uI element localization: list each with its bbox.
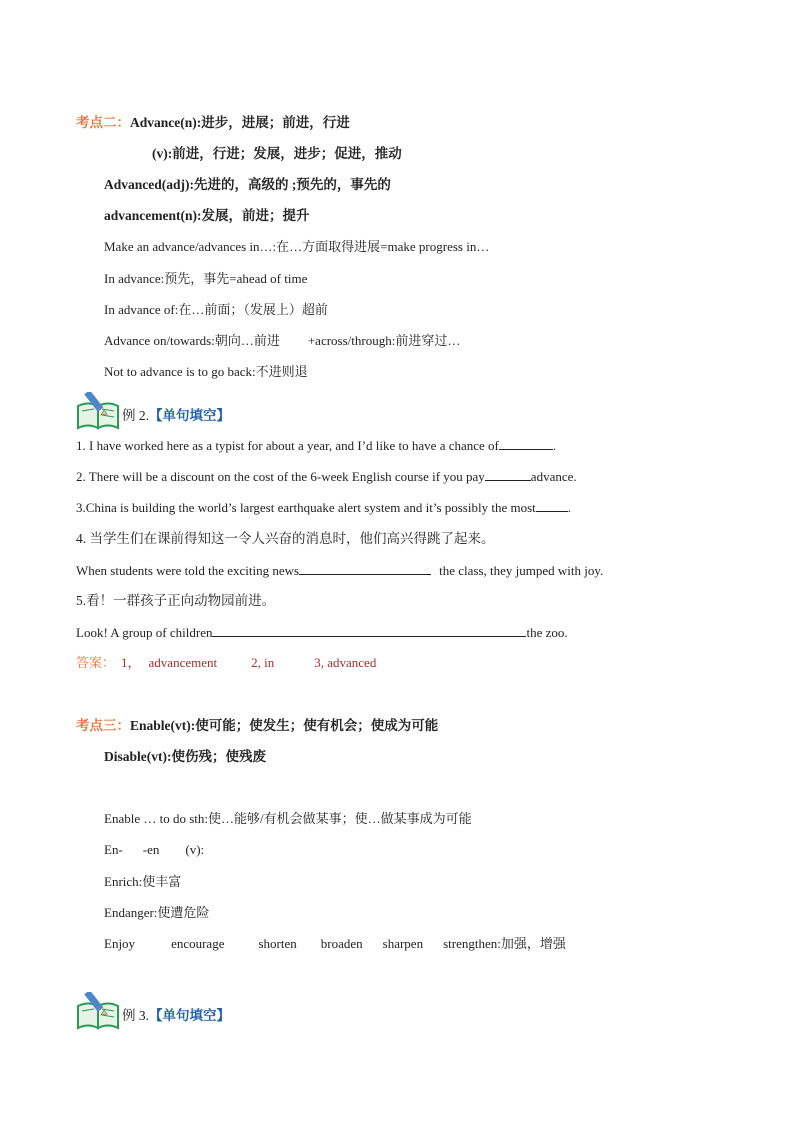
answer-blank-3[interactable] bbox=[536, 498, 568, 512]
example2-tag: 【单句填空】 bbox=[149, 408, 230, 423]
answer-blank-5[interactable] bbox=[212, 623, 526, 637]
word-encourage: encourage bbox=[171, 936, 225, 951]
example3-number: 例 3. bbox=[122, 1008, 149, 1023]
section3-heading bbox=[76, 717, 438, 735]
en-verb: (v): bbox=[185, 842, 205, 857]
question-1 bbox=[76, 436, 556, 455]
phrase-advance-on-text: Advance on/towards:朝向…前进 bbox=[104, 333, 280, 348]
enrich: Enrich:使丰富 bbox=[104, 874, 182, 889]
phrase-make-advance: Make an advance/advances in…:在…方面取得进展=make progress in… bbox=[104, 239, 490, 254]
question-1-end: . bbox=[552, 438, 557, 453]
phrase-not-advance: Not to advance is to go back:不进则退 bbox=[104, 364, 308, 379]
enable-phrase: Enable … to do sth:使…能够/有机会做某事；使…做某事成为可能 bbox=[104, 811, 472, 826]
answer-blank-1[interactable] bbox=[499, 436, 553, 450]
example2-header bbox=[76, 392, 230, 430]
en-prefix: En- bbox=[104, 842, 123, 857]
section2-title: Advance(n):进步，进展；前进，行进 bbox=[130, 115, 350, 130]
question-2-text: 2. There will be a discount on the cost of the 6-week English course if you pay bbox=[76, 469, 485, 484]
section2-adj: Advanced(adj):先进的，高级的 ;预先的，事先的 bbox=[104, 177, 391, 192]
example3-label bbox=[122, 1004, 230, 1024]
word-strengthen: strengthen:加强，增强 bbox=[443, 936, 566, 951]
question-4-text: When students were told the exciting news bbox=[76, 563, 300, 578]
answer-blank-4[interactable] bbox=[299, 561, 431, 575]
phrase-in-advance: In advance:预先，事先=ahead of time bbox=[104, 271, 308, 286]
section3-label: 考点三： bbox=[76, 718, 130, 733]
answer-3: 3, advanced bbox=[314, 655, 377, 670]
question-5-end: the zoo. bbox=[526, 625, 568, 640]
answer-label: 答案： bbox=[76, 655, 116, 670]
example3-header bbox=[76, 992, 230, 1030]
phrase-across-through: +across/through:前进穿过… bbox=[307, 333, 461, 348]
answer-blank-2[interactable] bbox=[485, 467, 531, 481]
question-5-chinese: 5.看！一群孩子正向动物园前进。 bbox=[76, 593, 276, 608]
book-pencil-icon bbox=[76, 392, 120, 430]
question-2-end: advance. bbox=[530, 469, 577, 484]
en-prefix-suffix bbox=[104, 841, 204, 859]
example3-tag: 【单句填空】 bbox=[149, 1008, 230, 1023]
section2-verb: (v):前进，行进；发展，进步；促进，推动 bbox=[152, 146, 402, 161]
word-enjoy: Enjoy bbox=[104, 936, 136, 951]
question-2 bbox=[76, 467, 577, 486]
word-sharpen: sharpen bbox=[382, 936, 424, 951]
question-5-text: Look! A group of children bbox=[76, 625, 213, 640]
word-list bbox=[104, 935, 566, 953]
section3-disable: Disable(vt):使伤残；使残废 bbox=[104, 749, 266, 764]
example2-label bbox=[122, 404, 230, 424]
answer-1: advancement bbox=[148, 655, 218, 670]
question-4-end: the class, they jumped with joy. bbox=[439, 563, 604, 578]
section2-heading bbox=[76, 114, 350, 132]
example2-number: 例 2. bbox=[122, 408, 149, 423]
book-pencil-icon bbox=[76, 992, 120, 1030]
section2-noun: advancement(n):发展，前进；提升 bbox=[104, 208, 310, 223]
endanger: Endanger:使遭危险 bbox=[104, 905, 210, 920]
question-5 bbox=[76, 623, 568, 642]
answer-1-number: 1， bbox=[121, 655, 141, 670]
phrase-advance-on bbox=[104, 332, 460, 350]
question-3-text: 3.China is building the world’s largest earthquake alert system and it’s possibly the most bbox=[76, 500, 536, 515]
phrase-in-advance-of: In advance of:在…前面；（发展上）超前 bbox=[104, 302, 328, 317]
question-3 bbox=[76, 498, 571, 517]
section3-title: Enable(vt):使可能；使发生；使有机会；使成为可能 bbox=[130, 718, 439, 733]
section2-label: 考点二： bbox=[76, 115, 130, 130]
answers-line bbox=[76, 654, 376, 672]
en-suffix: -en bbox=[142, 842, 160, 857]
question-3-end: . bbox=[567, 500, 572, 515]
word-shorten: shorten bbox=[258, 936, 297, 951]
word-broaden: broaden bbox=[320, 936, 363, 951]
answer-2: 2, in bbox=[251, 655, 275, 670]
question-1-text: 1. I have worked here as a typist for about a year, and I’d like to have a chance of bbox=[76, 438, 499, 453]
question-4-chinese: 4. 当学生们在课前得知这一令人兴奋的消息时，他们高兴得跳了起来。 bbox=[76, 531, 495, 546]
question-4 bbox=[76, 561, 603, 580]
